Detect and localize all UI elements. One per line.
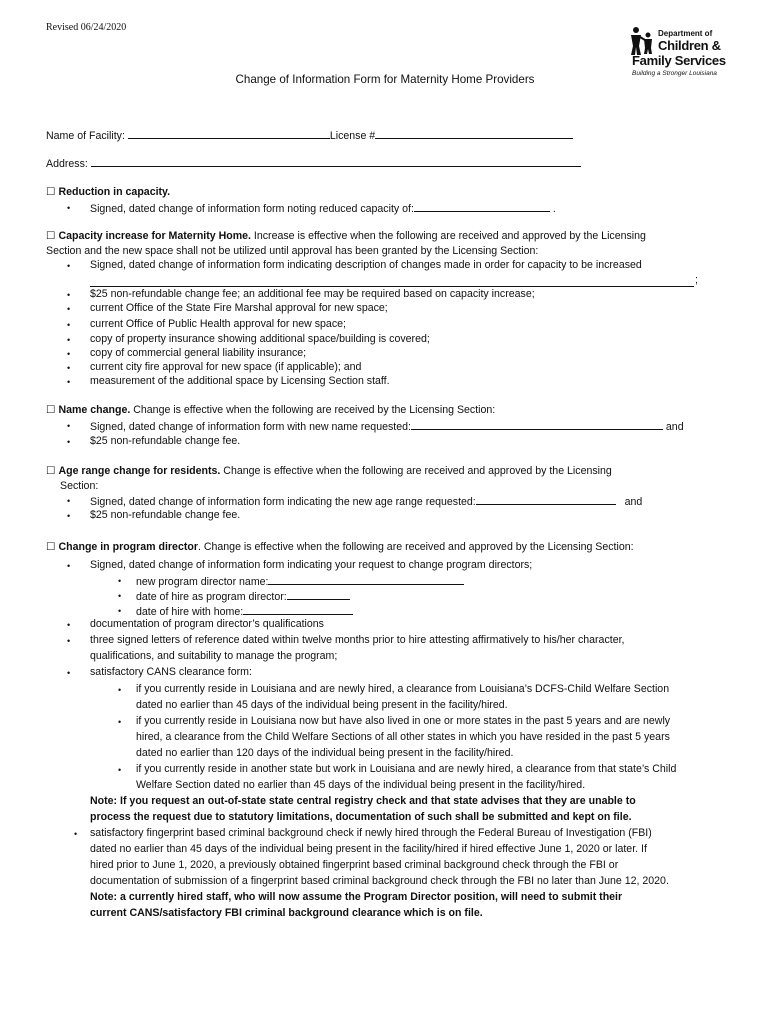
- director-item-5c: hired prior to June 1, 2020, a previously obtained fingerprint based criminal background check through the FBI or: [90, 859, 619, 871]
- director-sub-3: date of hire with home:: [136, 604, 353, 618]
- bullet: •: [67, 335, 71, 345]
- director-item-3: three signed letters of reference dated within twelve months prior to hire attesting affirmatively to his/her character,: [90, 634, 625, 646]
- license-number-blank[interactable]: [375, 128, 573, 139]
- sub-bullet: •: [118, 576, 122, 586]
- facility-label: Name of Facility:: [46, 130, 125, 142]
- logo-line-2: Children &: [658, 38, 721, 53]
- director-heading: Change in program director: [58, 541, 198, 553]
- cans-item-1b: dated no earlier than 45 days of the individual being present in the facility/hired.: [136, 699, 508, 711]
- director-checkbox[interactable]: ☐: [46, 541, 56, 553]
- note-out-of-state-1: Note: If you request an out-of-state state central registry check and that state advises that they are unable to: [90, 795, 636, 807]
- bullet: •: [67, 320, 71, 330]
- age-range-checkbox[interactable]: ☐: [46, 465, 56, 477]
- director-item-2: documentation of program director’s qualifications: [90, 618, 324, 630]
- form-title: Change of Information Form for Maternity Home Providers: [235, 73, 535, 86]
- director-heading-row: ☐ Change in program director. Change is effective when the following are received and approved by the Licensing Section:: [46, 541, 634, 553]
- director-sub-1: new program director name:: [136, 574, 464, 588]
- age-heading-row: ☐ Age range change for residents. Change is effective when the following are received and approved by the Licensing: [46, 465, 612, 477]
- address-label: Address:: [46, 158, 88, 170]
- age-range-heading: Age range change for residents.: [58, 465, 221, 477]
- bullet: •: [67, 668, 71, 678]
- new-name-blank[interactable]: [411, 419, 663, 430]
- sub-bullet: •: [118, 606, 122, 616]
- family-figures-icon: [628, 26, 658, 56]
- address-row: [46, 156, 581, 170]
- bullet: •: [67, 496, 71, 506]
- bullet: •: [67, 261, 71, 271]
- cans-item-1: if you currently reside in Louisiana and are newly hired, a clearance from Louisiana’s DCFS-Child Welfare Section: [136, 683, 670, 695]
- reduction-heading: Reduction in capacity.: [58, 186, 171, 198]
- bullet: •: [67, 304, 71, 314]
- hire-date-home-blank[interactable]: [243, 604, 353, 615]
- bullet: •: [67, 290, 71, 300]
- director-item-5: satisfactory fingerprint based criminal background check if newly hired through the Federal Bureau of Investigation (FBI): [90, 827, 652, 839]
- name-item-1: Signed, dated change of information form with new name requested: and: [90, 421, 684, 433]
- name-change-heading: Name change.: [58, 404, 131, 416]
- director-item-5d: documentation of submission of a fingerprint based criminal background check through the FBI no later than June 12, 2020.: [90, 875, 669, 887]
- age-item-1: Signed, dated change of information form indicating the new age range requested: and: [90, 496, 643, 508]
- director-item-5b: dated no earlier than 45 days of the individual being present in the facility/hired if hired effective June 1, 2020 or later. If: [90, 843, 647, 855]
- bullet: •: [67, 561, 71, 571]
- age-range-blank[interactable]: [476, 494, 616, 505]
- name-item-2: $25 non-refundable change fee.: [90, 435, 241, 447]
- cans-item-2: if you currently reside in Louisiana now but have also lived in one or more states in the past 5 years and are newly: [136, 715, 671, 727]
- reduction-item-1: Signed, dated change of information form noting reduced capacity of: .: [90, 203, 556, 215]
- sub-bullet: •: [118, 591, 122, 601]
- bullet: •: [67, 203, 71, 213]
- director-item-1: Signed, dated change of information form indicating your request to change program directors;: [90, 559, 533, 571]
- name-heading-row: ☐ Name change. Change is effective when the following are received by the Licensing Section:: [46, 404, 496, 416]
- cans-item-3b: Welfare Section dated no earlier than 45 days of the individual being present in the facility/hired.: [136, 779, 586, 791]
- capacity-intro-2: Section and the new space shall not be utilized until approval has been granted by the Licensing Section:: [46, 245, 539, 257]
- bullet: •: [67, 511, 71, 521]
- bullet: •: [67, 377, 71, 387]
- name-change-checkbox[interactable]: ☐: [46, 404, 56, 416]
- director-item-3b: qualifications, and suitability to manage the program;: [90, 650, 338, 662]
- capacity-item-6: copy of commercial general liability insurance;: [90, 347, 307, 359]
- logo-tagline: Building a Stronger Louisiana: [632, 70, 717, 77]
- note-current-staff-1: Note: a currently hired staff, who will now assume the Program Director position, will need to submit their: [90, 891, 623, 903]
- bullet: •: [67, 620, 71, 630]
- capacity-item-5: copy of property insurance showing additional space/building is covered;: [90, 333, 430, 345]
- note-current-staff-2: current CANS/satisfactory FBI criminal background clearance which is on file.: [90, 907, 483, 919]
- logo-line-1: Department of: [658, 29, 713, 38]
- bullet: •: [74, 829, 78, 839]
- age-intro-2: Section:: [60, 480, 99, 492]
- facility-row: [46, 128, 573, 142]
- sub-bullet: •: [118, 685, 122, 695]
- capacity-description-blank[interactable]: [90, 286, 694, 287]
- logo-line-3: Family Services: [632, 53, 726, 68]
- cans-item-2c: dated no earlier than 120 days of the individual being present in the facility/hired.: [136, 747, 514, 759]
- address-blank[interactable]: [91, 156, 581, 167]
- capacity-item-1: Signed, dated change of information form indicating description of changes made in order for capacity to be increased: [90, 259, 642, 271]
- sub-bullet: •: [118, 717, 122, 727]
- new-director-name-blank[interactable]: [268, 574, 464, 585]
- capacity-checkbox[interactable]: ☐: [46, 230, 56, 242]
- reduced-capacity-blank[interactable]: [414, 201, 550, 212]
- hire-date-director-blank[interactable]: [287, 589, 350, 600]
- capacity-item-2: $25 non-refundable change fee; an additional fee may be required based on capacity increase;: [90, 288, 535, 300]
- capacity-heading-row: ☐ Capacity increase for Maternity Home. Increase is effective when the following are received and approved by the Licensing: [46, 230, 646, 242]
- capacity-item-3: current Office of the State Fire Marshal approval for new space;: [90, 302, 388, 314]
- director-item-4: satisfactory CANS clearance form:: [90, 666, 252, 678]
- license-label: License #: [329, 130, 376, 142]
- bullet: •: [67, 421, 71, 431]
- facility-name-blank[interactable]: [128, 128, 330, 139]
- bullet: •: [67, 636, 71, 646]
- capacity-item-1-tail: ;: [695, 274, 698, 286]
- director-sub-2: date of hire as program director:: [136, 589, 350, 603]
- revised-date: Revised 06/24/2020: [46, 22, 127, 33]
- note-out-of-state-2: process the request due to statutory limitations, documentation of such shall be submitted and kept on file.: [90, 811, 632, 823]
- capacity-item-7: current city fire approval for new space (if applicable); and: [90, 361, 362, 373]
- cans-item-3: if you currently reside in another state but work in Louisiana and are newly hired, a clearance from that state’s Child: [136, 763, 677, 775]
- cans-item-2b: hired, a clearance from the Child Welfare Sections of all other states in which you have resided in the past 5 years: [136, 731, 670, 743]
- capacity-item-4: current Office of Public Health approval for new space;: [90, 318, 346, 330]
- capacity-heading: Capacity increase for Maternity Home.: [58, 230, 251, 242]
- sub-bullet: •: [118, 765, 122, 775]
- bullet: •: [67, 437, 71, 447]
- reduction-heading-row: [46, 186, 170, 198]
- bullet: •: [67, 363, 71, 373]
- age-item-2: $25 non-refundable change fee.: [90, 509, 241, 521]
- reduction-checkbox[interactable]: ☐: [46, 186, 56, 198]
- bullet: •: [67, 349, 71, 359]
- capacity-item-8: measurement of the additional space by Licensing Section staff.: [90, 375, 390, 387]
